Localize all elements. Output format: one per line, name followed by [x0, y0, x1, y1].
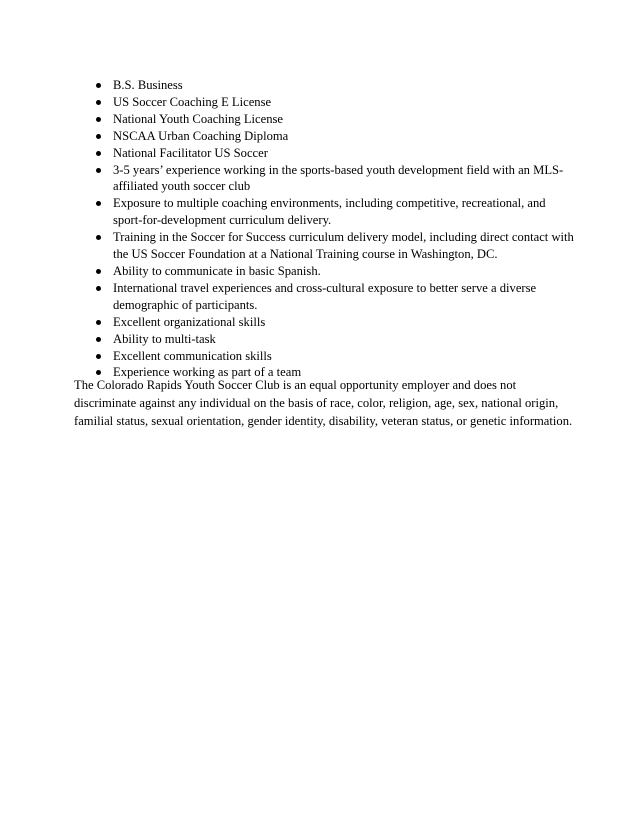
bullet-icon	[96, 269, 101, 274]
bullet-icon	[96, 370, 101, 375]
qualification-text: 3-5 years’ experience working in the sports-based youth development field with an MLS-affiliated youth soccer club	[113, 162, 564, 194]
list-item	[96, 314, 576, 331]
bullet-icon	[96, 354, 101, 359]
equal-opportunity-statement: The Colorado Rapids Youth Soccer Club is an equal opportunity employer and does not discriminate against any individual on the basis of race, color, religion, age, sex, national origin, familial status, sexual orientation, gender identity, disability, veteran status, or genetic information.	[74, 378, 573, 429]
bullet-icon	[96, 320, 101, 325]
qualification-text: Training in the Soccer for Success curriculum delivery model, including direct contact with the US Soccer Foundation at a National Training course in Washington, DC.	[113, 230, 574, 262]
qualification-text: B.S. Business	[113, 78, 183, 92]
list-item	[96, 128, 576, 145]
qualification-text: National Youth Coaching License	[113, 111, 283, 126]
qualification-text: US Soccer Coaching E License	[113, 94, 272, 109]
qualification-text: International travel experiences and cross-cultural exposure to better serve a diverse demographic of participants.	[113, 280, 537, 312]
list-item	[96, 111, 576, 128]
bullet-icon	[96, 134, 101, 139]
qualifications-list	[96, 77, 576, 381]
qualification-text: Exposure to multiple coaching environments, including competitive, recreational, and sport-for-development curriculum delivery.	[113, 196, 546, 228]
list-item	[96, 162, 576, 196]
qualification-text: Excellent organizational skills	[113, 314, 266, 329]
bullet-icon	[96, 117, 101, 122]
list-item	[96, 94, 576, 111]
qualification-text: NSCAA Urban Coaching Diploma	[113, 128, 289, 143]
list-item	[96, 280, 576, 314]
list-item	[96, 145, 576, 162]
bullet-icon	[96, 201, 101, 206]
list-item	[96, 229, 576, 263]
bullet-icon	[96, 151, 101, 156]
qualification-text: National Facilitator US Soccer	[113, 145, 268, 160]
list-item	[96, 331, 576, 348]
bullet-icon	[96, 168, 101, 173]
list-item	[96, 263, 576, 280]
list-item	[96, 77, 576, 94]
bullet-icon	[96, 286, 101, 291]
list-item	[96, 195, 576, 229]
bullet-icon	[96, 235, 101, 240]
list-item	[96, 348, 576, 365]
bullet-icon	[96, 337, 101, 342]
qualification-text: Experience working as part of a team	[113, 365, 302, 380]
bullet-icon	[96, 83, 101, 88]
bullet-icon	[96, 100, 101, 105]
qualification-text: Ability to multi-task	[113, 331, 216, 346]
qualification-text: Excellent communication skills	[113, 348, 272, 363]
qualification-text: Ability to communicate in basic Spanish.	[113, 263, 321, 278]
